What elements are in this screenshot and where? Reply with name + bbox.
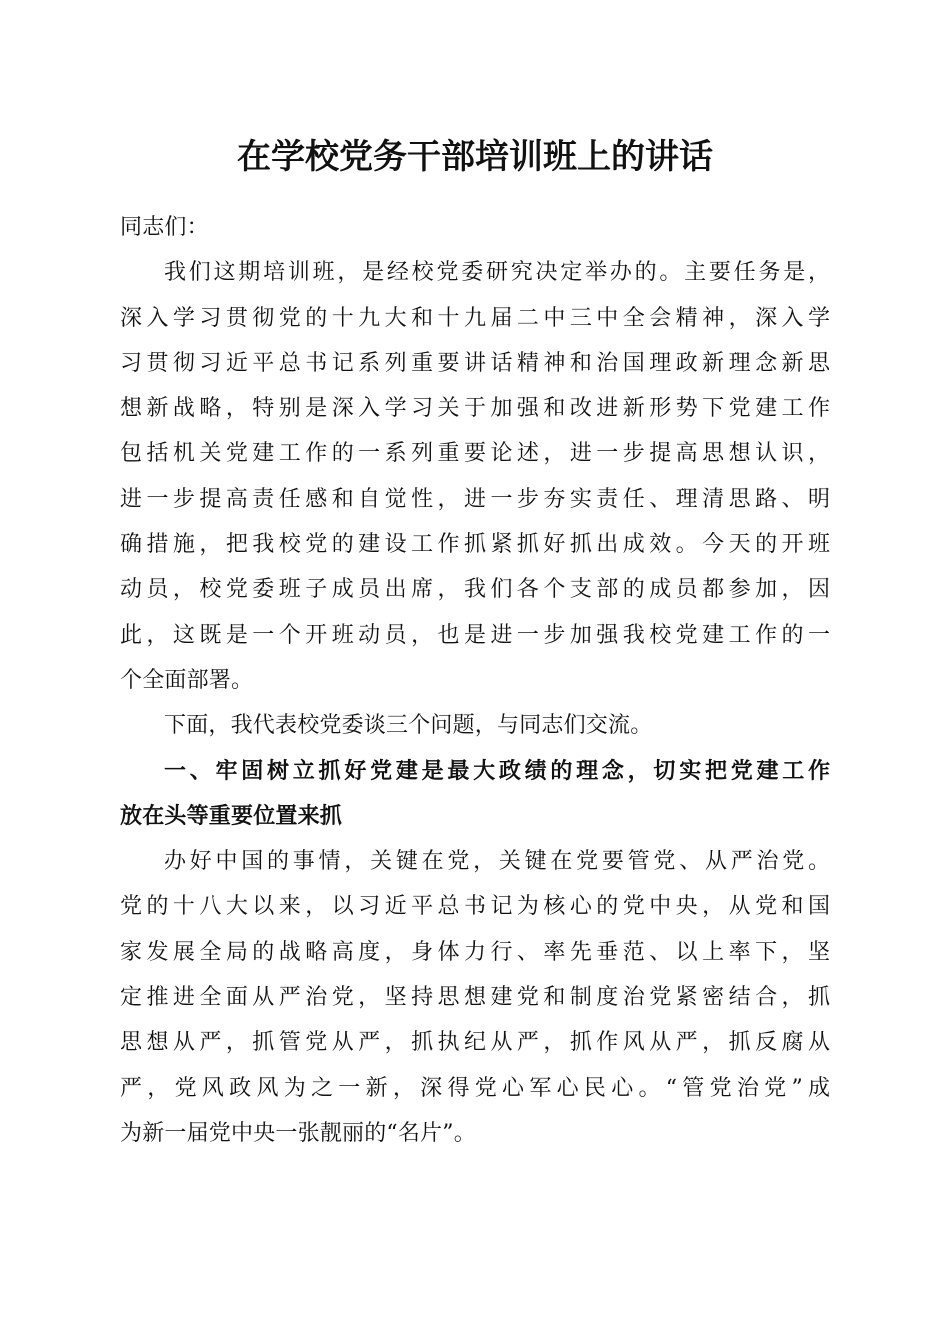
paragraph-1-line-5: 包括机关党建工作的一系列重要论述，进一步提高思想认识， bbox=[120, 441, 830, 467]
document-title: 在学校党务干部培训班上的讲话 bbox=[237, 137, 713, 177]
paragraph-1-line-8: 动员，校党委班子成员出席，我们各个支部的成员都参加，因 bbox=[120, 577, 830, 603]
paragraph-2-line-1: 下面，我代表校党委谈三个问题，与同志们交流。 bbox=[164, 713, 653, 739]
paragraph-3-line-1: 办好中国的事情，关键在党，关键在党要管党、从严治党。 bbox=[164, 849, 830, 875]
paragraph-1-line-6: 进一步提高责任感和自觉性，进一步夯实责任、理清思路、明 bbox=[120, 486, 830, 512]
section-heading-1-line-1: 一、牢固树立抓好党建是最大政绩的理念，切实把党建工作 bbox=[164, 757, 830, 784]
paragraph-1-line-3: 习贯彻习近平总书记系列重要讲话精神和治国理政新理念新思 bbox=[120, 350, 830, 376]
paragraph-3-line-7: 为新一届党中央一张靓丽的“名片”。 bbox=[120, 1120, 476, 1146]
paragraph-1-line-9: 此，这既是一个开班动员，也是进一步加强我校党建工作的一 bbox=[120, 622, 830, 648]
paragraph-3-line-5: 思想从严，抓管党从严，抓执纪从严，抓作风从严，抓反腐从 bbox=[120, 1030, 830, 1056]
paragraph-1-line-1: 我们这期培训班，是经校党委研究决定举办的。主要任务是， bbox=[164, 260, 830, 286]
paragraph-1-line-4: 想新战略，特别是深入学习关于加强和改进新形势下党建工作 bbox=[120, 396, 830, 422]
paragraph-1-line-2: 深入学习贯彻党的十九大和十九届二中三中全会精神，深入学 bbox=[120, 305, 830, 331]
greeting: 同志们： bbox=[120, 215, 209, 240]
document-body bbox=[120, 205, 830, 1156]
section-heading-1-line-2: 放在头等重要位置来抓 bbox=[120, 802, 343, 829]
paragraph-1-line-10: 个全面部署。 bbox=[120, 667, 254, 693]
paragraph-3-line-3: 家发展全局的战略高度，身体力行、率先垂范、以上率下，坚 bbox=[120, 939, 830, 965]
paragraph-3-line-2: 党的十八大以来，以习近平总书记为核心的党中央，从党和国 bbox=[120, 894, 830, 920]
paragraph-1-line-7: 确措施，把我校党的建设工作抓紧抓好抓出成效。今天的开班 bbox=[120, 532, 830, 558]
paragraph-3-line-6: 严，党风政风为之一新，深得党心军心民心。“管党治党”成 bbox=[120, 1075, 830, 1101]
paragraph-3-line-4: 定推进全面从严治党，坚持思想建党和制度治党紧密结合，抓 bbox=[120, 985, 830, 1011]
